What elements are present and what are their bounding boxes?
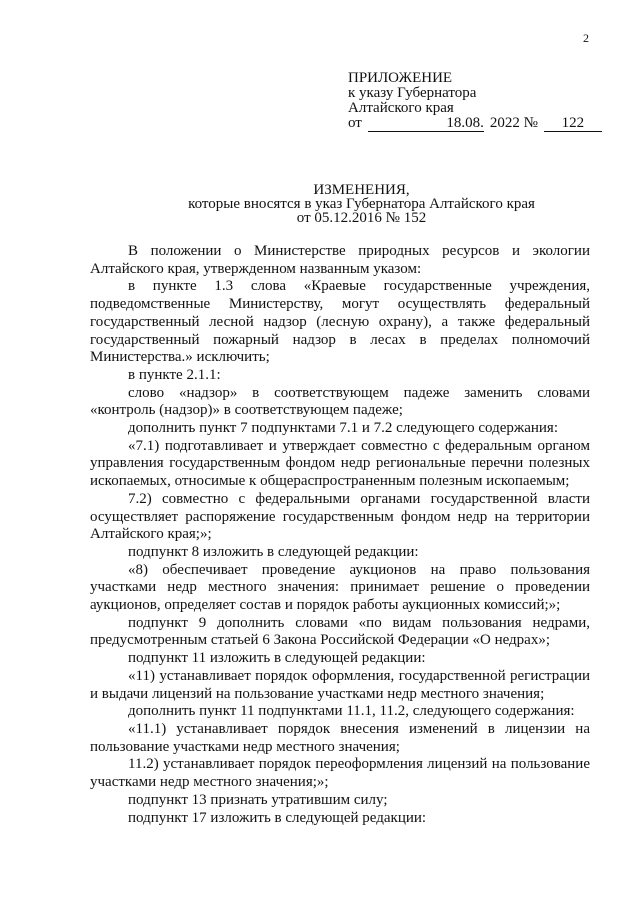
paragraph: слово «надзор» в соответствующем падеже заменить словами «контроль (надзор)» в соответствующем падеже; — [90, 384, 590, 419]
appendix-line-2: Алтайского края — [348, 100, 454, 116]
paragraph: дополнить пункт 7 подпунктами 7.1 и 7.2 следующего содержания: — [128, 420, 558, 437]
title-line-2: которые вносятся в указ Губернатора Алтайского края — [188, 196, 535, 212]
date-prefix: от — [348, 115, 362, 131]
decree-number: 122 — [544, 116, 602, 132]
date-value: 18.08. — [368, 116, 484, 132]
appendix-line-1: к указу Губернатора — [348, 85, 477, 101]
paragraph: в пункте 2.1.1: — [128, 366, 221, 383]
paragraph: «8) обеспечивает проведение аукционов на право пользования участками недр местного значения: принимает решение о проведении аукционов, определяет состав и порядок работы аукционных комиссий;»; — [90, 561, 590, 614]
appendix-heading: ПРИЛОЖЕНИЕ — [348, 70, 453, 86]
document-body — [90, 243, 590, 827]
paragraph: «11.1) устанавливает порядок внесения изменений в лицензии на пользование участками недр местного значения; — [90, 720, 590, 755]
paragraph: «7.1) подготавливает и утверждает совместно с федеральным органом управления государственным фондом недр региональные перечни полезных ископаемых, относимые к общераспространенным полезным ископаемым; — [90, 437, 590, 490]
paragraph: в пункте 1.3 слова «Краевые государственные учреждения, подведомственные Министерству, могут осуществлять федеральный государственный лесной надзор (лесную охрану), а также федеральный государственный пожарный надзор в лесах в пределах полномочий Министерства.» исключить; — [90, 278, 590, 366]
paragraph: подпункт 9 дополнить словами «по видам пользования недрами, предусмотренным статьей 6 Закона Российской Федерации «О недрах»; — [90, 614, 590, 649]
paragraph: дополнить пункт 11 подпунктами 11.1, 11.2, следующего содержания: — [128, 703, 575, 720]
page-number: 2 — [583, 31, 589, 45]
title-line-3: от 05.12.2016 № 152 — [296, 210, 427, 226]
date-year: 2022 № — [489, 115, 538, 131]
appendix-block — [348, 71, 602, 132]
paragraph: подпункт 8 изложить в следующей редакции: — [128, 543, 419, 560]
paragraph: «11) устанавливает порядок оформления, государственной регистрации и выдачи лицензий на пользование участками недр местного значения; — [90, 667, 590, 702]
paragraph: подпункт 17 изложить в следующей редакции: — [128, 809, 427, 826]
paragraph: подпункт 11 изложить в следующей редакции: — [128, 650, 426, 667]
paragraph: подпункт 13 признать утратившим силу; — [128, 791, 388, 808]
appendix-date-line — [348, 116, 602, 132]
paragraph: В положении о Министерстве природных ресурсов и экологии Алтайского края, утвержденном названным указом: — [90, 243, 590, 277]
title-line-1: ИЗМЕНЕНИЯ, — [313, 182, 410, 198]
document-title — [0, 183, 639, 225]
paragraph: 7.2) совместно с федеральными органами государственной власти осуществляет распоряжение государственным фондом недр на территории Алтайского края;»; — [90, 490, 590, 543]
paragraph: 11.2) устанавливает порядок переоформления лицензий на пользование участками недр местного значения;»; — [90, 756, 590, 791]
